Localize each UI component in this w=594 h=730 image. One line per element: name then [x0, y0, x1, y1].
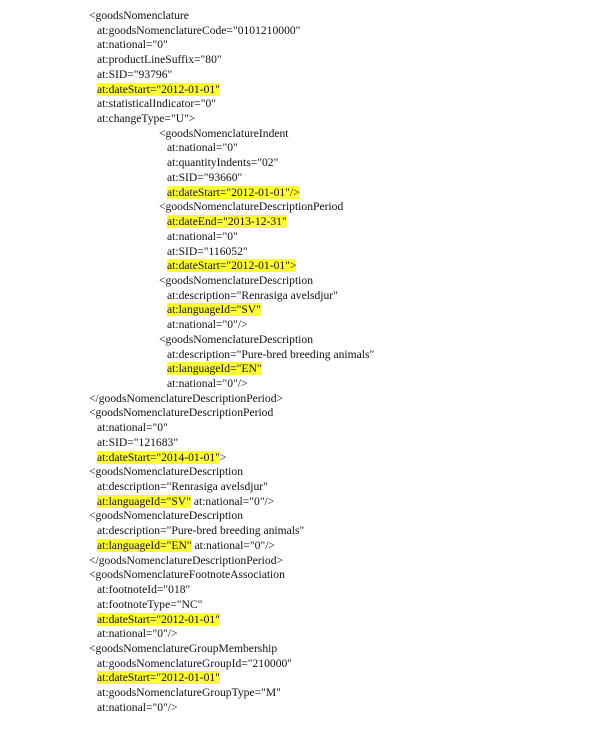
highlighted-attribute: at:dateStart="2012-01-01">	[167, 259, 297, 273]
xml-line	[97, 671, 220, 685]
xml-line	[159, 200, 343, 214]
xml-line	[97, 627, 178, 641]
xml-line	[89, 568, 285, 582]
xml-line	[167, 215, 287, 229]
highlighted-attribute: at:languageId="EN"	[167, 362, 262, 376]
xml-line	[97, 495, 274, 509]
xml-text: <goodsNomenclatureDescription	[159, 273, 313, 287]
xml-text: <goodsNomenclature	[89, 9, 189, 22]
xml-line	[167, 259, 296, 273]
xml-line	[89, 465, 243, 479]
xml-text: at:national="0"/>	[190, 494, 275, 508]
xml-text: at:changeType="U">	[97, 112, 196, 126]
xml-text: at:quantityIndents="02"	[167, 156, 279, 170]
xml-line	[159, 333, 313, 347]
xml-line	[97, 421, 168, 435]
xml-text: at:footnoteType="NC"	[97, 597, 203, 611]
xml-text: at:national="0"	[167, 229, 238, 243]
xml-line	[167, 141, 238, 155]
highlighted-attribute: at:dateEnd="2013-12-31"	[167, 215, 287, 229]
highlighted-attribute: at:dateStart="2014-01-01"	[97, 450, 220, 464]
xml-line	[97, 68, 172, 82]
xml-line	[167, 303, 261, 317]
xml-text: at:SID="93660"	[167, 170, 243, 184]
xml-text: at:national="0"/>	[97, 700, 178, 714]
xml-line	[97, 83, 220, 97]
xml-line	[97, 686, 281, 700]
xml-text: <goodsNomenclatureDescriptionPeriod	[159, 200, 344, 214]
xml-line	[89, 509, 243, 523]
xml-line	[97, 38, 168, 52]
xml-text: at:productLineSuffix="80"	[97, 53, 222, 67]
xml-line	[167, 230, 238, 244]
xml-text: at:SID="121683"	[97, 435, 179, 449]
xml-text: at:footnoteId="018"	[97, 583, 191, 597]
cropped-previous-line	[98, 0, 438, 3]
xml-text: at:description="Renrasiga avelsdjur"	[167, 288, 338, 302]
xml-text: >	[219, 450, 227, 464]
xml-text: at:national="0"/>	[97, 627, 178, 641]
xml-line	[167, 318, 248, 332]
xml-line	[97, 524, 304, 538]
xml-line	[97, 598, 202, 612]
xml-text: at:national="0"/>	[167, 377, 248, 390]
xml-text: at:national="0"	[167, 141, 238, 155]
xml-line	[97, 436, 178, 450]
xml-line	[97, 583, 190, 597]
xml-line	[167, 348, 374, 362]
xml-text: at:statisticalIndicator="0"	[97, 97, 217, 111]
xml-line	[167, 156, 278, 170]
highlighted-attribute: at:dateStart="2012-01-01"	[97, 82, 220, 96]
highlighted-attribute: at:languageId="EN"	[97, 538, 192, 552]
xml-text: at:SID="93796"	[97, 67, 173, 81]
xml-line	[97, 657, 292, 671]
xml-text: at:description="Pure-bred breeding animals"	[97, 524, 305, 538]
xml-line	[159, 127, 289, 141]
xml-line	[97, 24, 300, 38]
xml-text: at:goodsNomenclatureCode="0101210000"	[97, 23, 301, 37]
xml-line	[97, 701, 178, 715]
highlighted-attribute: at:languageId="SV"	[97, 494, 191, 508]
xml-line	[167, 186, 300, 200]
xml-text: at:national="0"/>	[191, 538, 275, 552]
xml-text: <goodsNomenclatureDescriptionPeriod	[89, 406, 274, 420]
xml-line	[89, 554, 283, 568]
xml-text: at:national="0"/>	[167, 318, 248, 332]
xml-line	[89, 392, 283, 406]
highlighted-attribute: at:dateStart="2012-01-01"	[97, 612, 220, 626]
xml-text: at:national="0"	[97, 38, 168, 52]
xml-line	[167, 289, 338, 303]
xml-text: <goodsNomenclatureDescription	[89, 509, 243, 523]
xml-text: at:goodsNomenclatureGroupId="210000"	[97, 656, 293, 670]
xml-line	[167, 377, 248, 391]
xml-text: at:SID="116052"	[167, 244, 248, 258]
xml-line	[159, 274, 313, 288]
xml-line	[97, 539, 275, 553]
xml-text: at:national="0"	[97, 421, 168, 435]
highlighted-attribute: at:dateStart="2012-01-01"/>	[167, 185, 300, 199]
xml-line	[89, 642, 277, 656]
highlighted-attribute: at:dateStart="2012-01-01"	[97, 671, 220, 685]
xml-line	[97, 613, 220, 627]
xml-line	[97, 53, 222, 67]
xml-line	[97, 112, 195, 126]
xml-text: at:description="Renrasiga avelsdjur"	[97, 480, 268, 494]
xml-text: </goodsNomenclatureDescriptionPeriod>	[89, 553, 284, 567]
xml-line	[167, 362, 262, 376]
xml-text: <goodsNomenclatureIndent	[159, 126, 289, 140]
xml-text: <goodsNomenclatureDescription	[89, 465, 243, 479]
highlighted-attribute: at:languageId="SV"	[167, 303, 261, 317]
xml-line	[167, 245, 248, 259]
xml-text: <goodsNomenclatureGroupMembership	[89, 641, 278, 655]
xml-text: <goodsNomenclatureDescription	[159, 332, 313, 346]
xml-text: at:goodsNomenclatureGroupType="M"	[97, 686, 281, 700]
xml-line	[89, 9, 189, 23]
xml-line	[167, 171, 242, 185]
xml-line	[97, 451, 226, 465]
xml-text: <goodsNomenclatureFootnoteAssociation	[89, 568, 285, 582]
xml-line	[89, 406, 273, 420]
xml-line	[97, 97, 216, 111]
xml-line	[97, 480, 268, 494]
xml-text: at:description="Pure-bred breeding animals"	[167, 347, 375, 361]
xml-text: </goodsNomenclatureDescriptionPeriod>	[89, 391, 284, 405]
